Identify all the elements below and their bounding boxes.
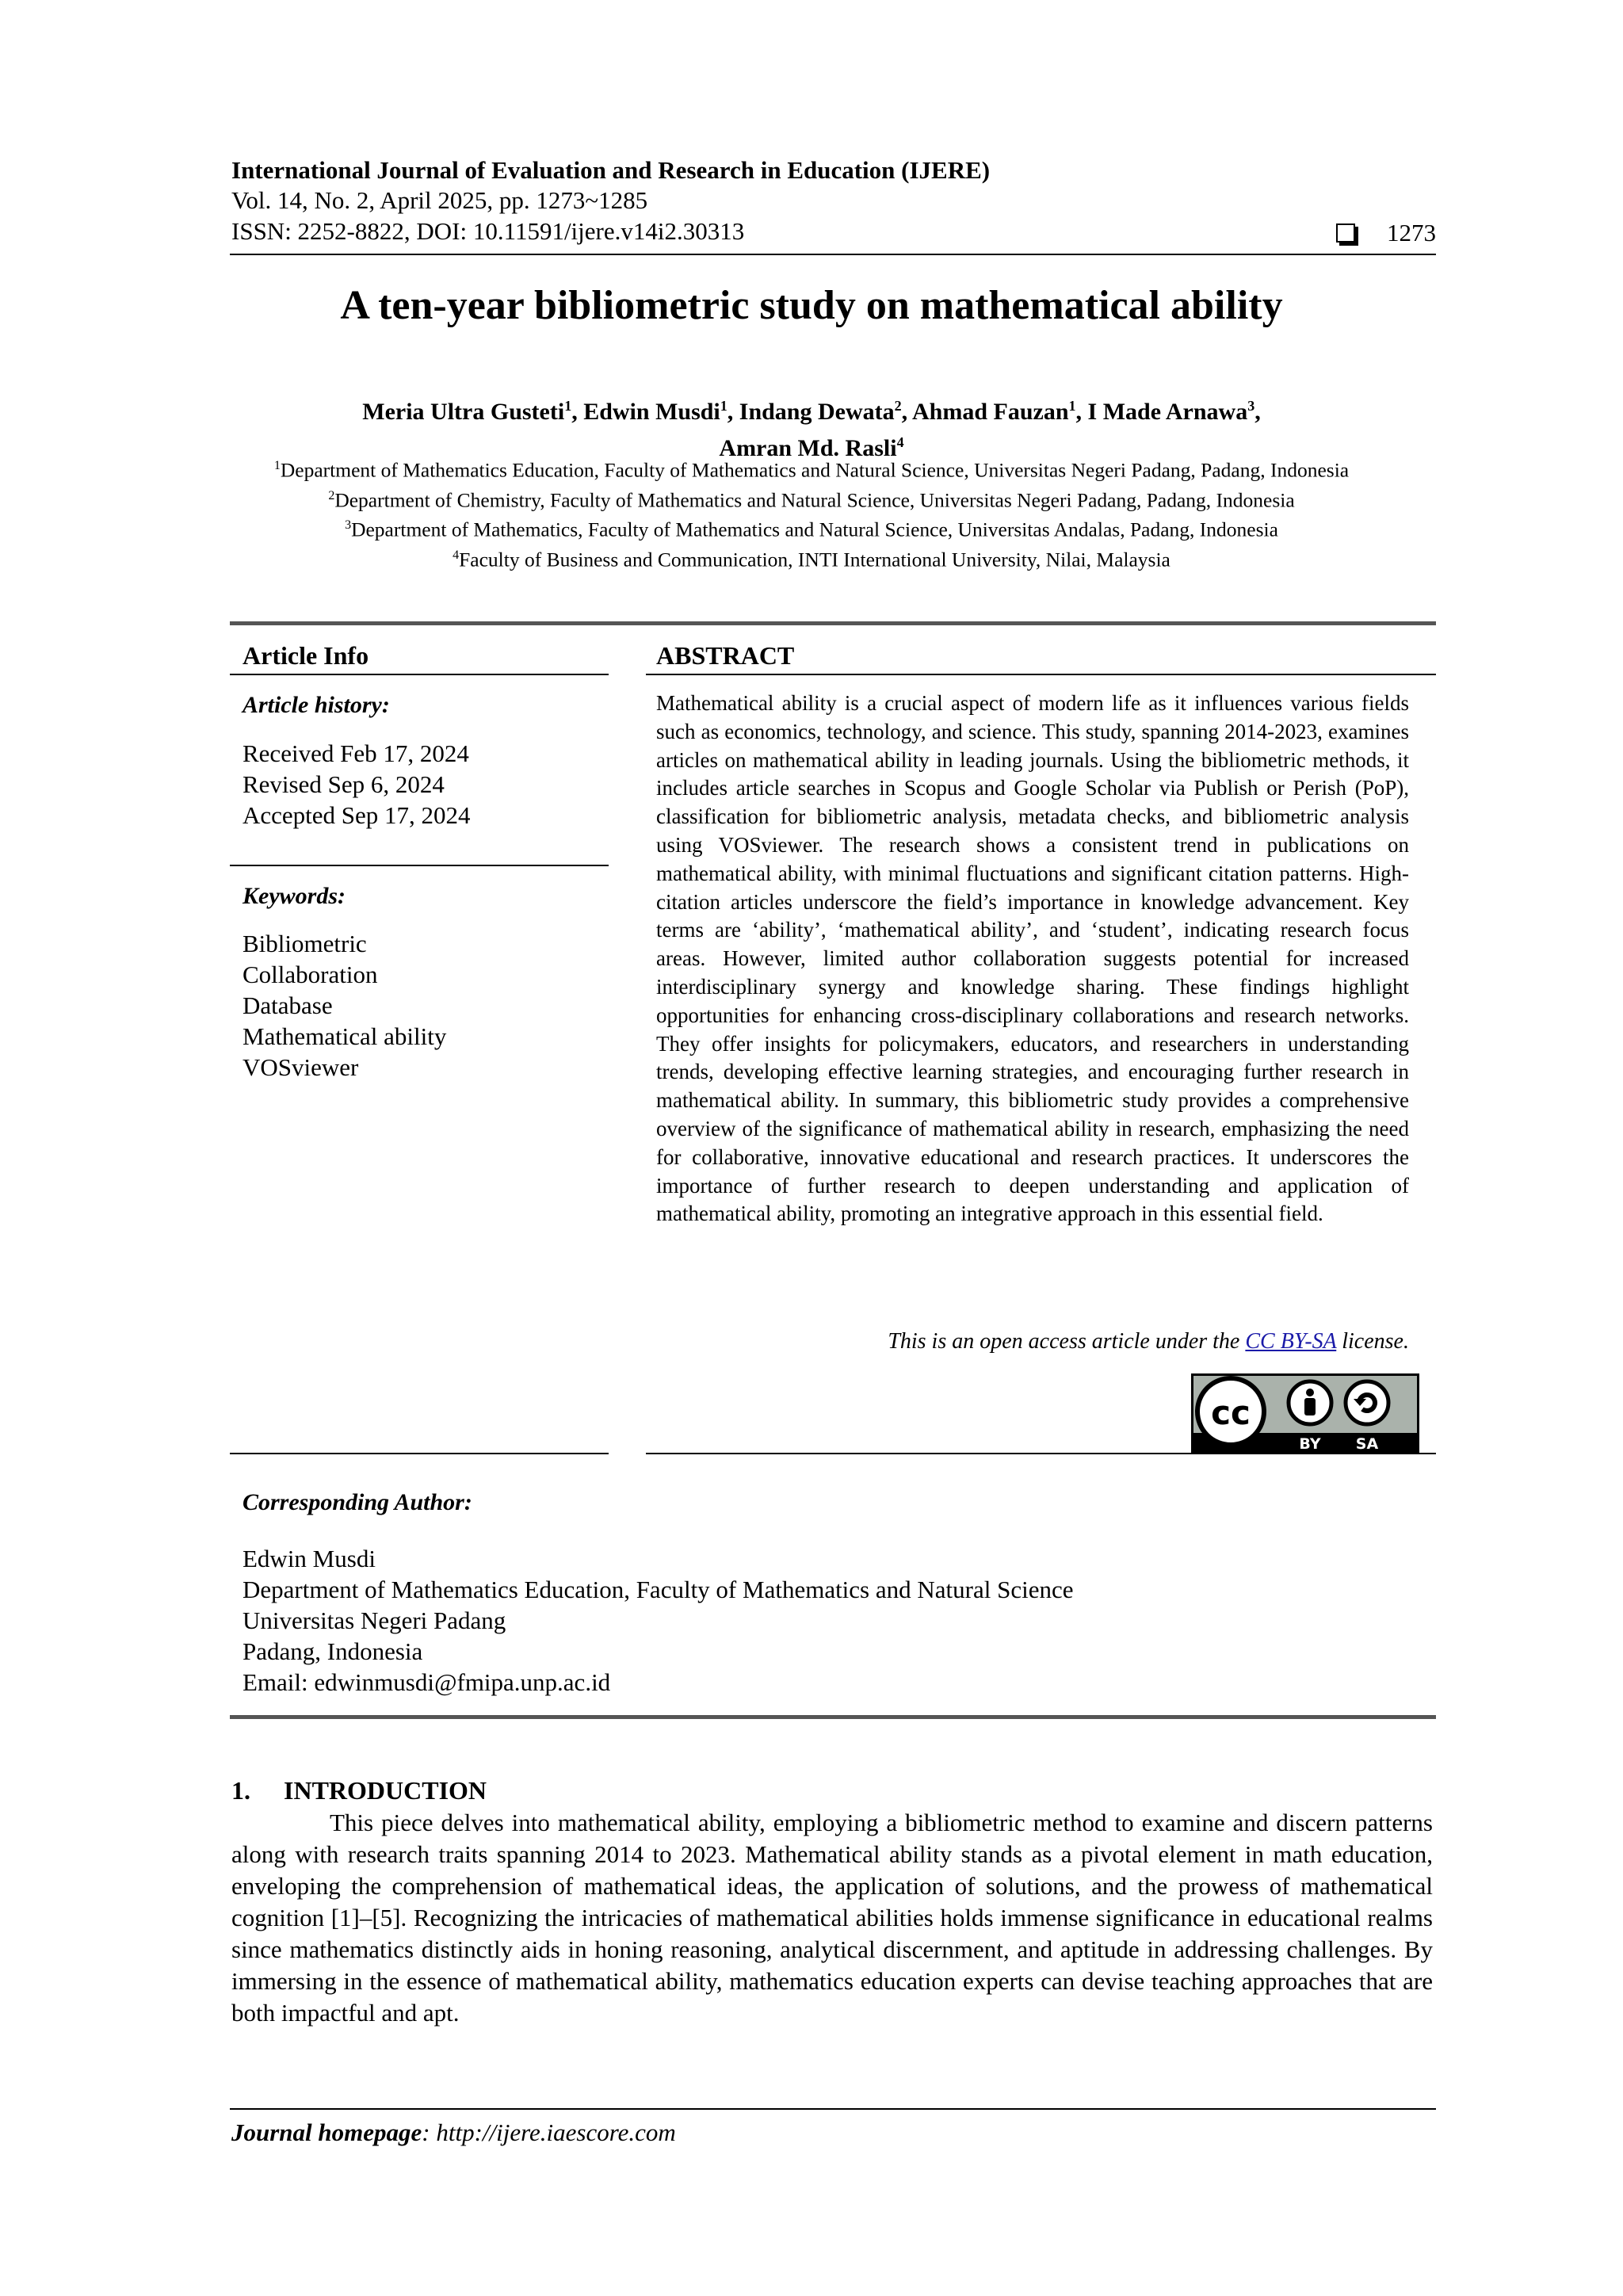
received-date: Received Feb 17, 2024	[242, 739, 469, 767]
badge-by-label: BY	[1299, 1435, 1321, 1453]
author: Indang Dewata$^2$,	[739, 398, 912, 425]
intro-heading: 1. INTRODUCTION	[231, 1776, 487, 1805]
corresponding-heading: Corresponding Author:	[242, 1489, 472, 1515]
affiliation-list	[0, 453, 1623, 572]
paper-title: A ten-year bibliometric study on mathematical ability	[340, 283, 1283, 328]
journal-name: International Journal of Evaluation and Research in Education (IJERE)	[231, 156, 991, 184]
cc-by-sa-badge[interactable]	[1191, 1373, 1419, 1453]
history-rule	[230, 865, 609, 866]
corresponding-dept: Department of Mathematics Education, Faculty of Mathematics and Natural Science	[242, 1576, 1074, 1603]
abstract-text: Mathematical ability is a crucial aspect of modern life as it influences various fields such as economics, technology, and science. This study, spanning 2014-2023, examines articles on mathematical ability in leading journals. Using the bibliometric methods, it includes article searches in Scopus and Google Scholar via Publish or Perish (PoP), classification for bibliometric analysis, metadata checks, and bibliometric analysis using VOSviewer. The research shows a consistent trend in publications on mathematical ability, with minimal fluctuations and significant citation patterns. High-citation articles underscore the field’s importance in knowledge advancement. Key terms are ‘ability’, ‘mathematical ability’, and ‘student’, indicating research focus areas. However, limited author collaboration suggests potential for increased interdisciplinary synergy and knowledge sharing. These findings highlight opportunities for enhancing cross-disciplinary collaborations and research networks. They offer insights for policymakers, educators, and researchers in understanding trends, developing effective learning strategies, and encouraging further research in mathematical ability. In summary, this bibliometric study provides a comprehensive overview of the significance of mathematical ability in research, emphasizing the need for collaborative, innovative educational and research practices. It underscores the importance of further research to deepen understanding and application of mathematical ability, promoting an integrative approach in this essential field.	[656, 691, 1409, 1226]
author: Meria Ultra Gusteti$^1$,	[362, 398, 584, 425]
license-line: This is an open access article under the CC BY-SA license.	[888, 1329, 1409, 1354]
abstract-bottom-rule	[646, 1453, 1436, 1454]
author: I Made Arnawa$^3$,	[1087, 398, 1261, 425]
page-number: 1273	[1387, 219, 1436, 246]
svg-text:cc: cc	[1211, 1393, 1251, 1432]
badge-sa-label: SA	[1355, 1435, 1379, 1453]
keyword: Collaboration	[242, 961, 378, 988]
revised-date: Revised Sep 6, 2024	[242, 770, 445, 798]
keyword-list	[242, 928, 446, 1083]
info-bottom-rule	[230, 1453, 609, 1454]
author: Edwin Musdi$^1$,	[583, 398, 739, 425]
info-box-top-rule	[230, 621, 1436, 625]
square-bullet-icon	[1336, 223, 1355, 243]
corresponding-univ: Universitas Negeri Padang	[242, 1606, 506, 1634]
header-rule	[230, 254, 1436, 255]
cc-by-sa-link[interactable]: CC BY-SA	[1245, 1329, 1337, 1354]
volume-info: Vol. 14, No. 2, April 2025, pp. 1273~1285	[231, 186, 648, 214]
corresponding-name: Edwin Musdi	[242, 1545, 376, 1572]
issn-doi: ISSN: 2252-8822, DOI: 10.11591/ijere.v14i2.30313	[231, 217, 745, 245]
footer-rule	[230, 2108, 1436, 2110]
keywords-heading: Keywords:	[242, 883, 346, 909]
author: Ahmad Fauzan$^1$,	[912, 398, 1088, 425]
intro-text: This piece delves into mathematical ability, employing a bibliometric method to examine and discern patterns along with research traits spanning 2014 to 2023. Mathematical ability stands as a pivotal element in math education, enveloping the comprehension of mathematical ideas, the application of solutions, and the prowess of mathematical cognition [1]–[5]. Recognizing the intricacies of mathematical abilities holds immense significance in educational realms since mathematics distinctly aids in honing reasoning, analytical discernment, and aptitude in addressing challenges. By immersing in the essence of mathematical ability, mathematics education experts can devise teaching approaches that are both impactful and apt.	[231, 1809, 1433, 2027]
affiliation: $^2$Department of Chemistry, Faculty of Mathematics and Natural Science, Universitas Negeri Padang, Padang, Indonesia	[328, 488, 1295, 511]
corresponding-email: Email: edwinmusdi@fmipa.unp.ac.id	[242, 1668, 611, 1696]
author: Amran Md. Rasli$^4$	[719, 434, 904, 461]
article-history-heading: Article history:	[242, 692, 390, 718]
corresponding-author-block	[242, 1543, 1073, 1698]
abstract-heading: ABSTRACT	[656, 641, 795, 670]
keyword: Bibliometric	[242, 930, 367, 957]
keyword: VOSviewer	[242, 1053, 359, 1081]
keyword: Database	[242, 991, 333, 1019]
corresponding-city: Padang, Indonesia	[242, 1637, 423, 1665]
accepted-date: Accepted Sep 17, 2024	[242, 801, 471, 829]
affiliation: $^4$Faculty of Business and Communication, INTI International University, Nilai, Malaysia	[453, 548, 1170, 571]
cc-badge-icon	[1191, 1373, 1419, 1453]
journal-homepage: Journal homepage: http://ijere.iaescore.com	[231, 2118, 676, 2146]
page-number-block	[1336, 218, 1436, 248]
article-info-rule	[230, 674, 609, 675]
affiliation: $^1$Department of Mathematics Education, Faculty of Mathematics and Natural Science, Universitas Negeri Padang, Padang, Indonesia	[273, 458, 1350, 482]
keyword: Mathematical ability	[242, 1022, 447, 1050]
info-box-bottom-rule	[230, 1715, 1436, 1719]
affiliation: $^3$Department of Mathematics, Faculty of Mathematics and Natural Science, Universitas Andalas, Padang, Indonesia	[345, 518, 1278, 541]
abstract-rule	[646, 674, 1436, 675]
article-info-heading: Article Info	[242, 641, 369, 670]
